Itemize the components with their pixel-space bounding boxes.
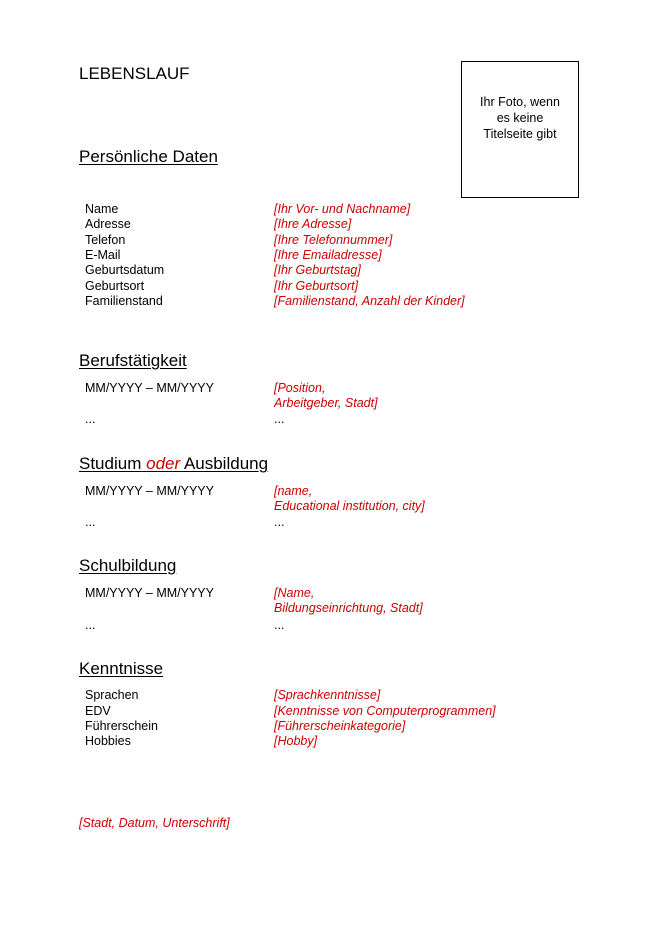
education-value-line2: Educational institution, city]	[274, 499, 425, 513]
education-heading-part1: Studium	[79, 454, 142, 473]
school-value-line1: [Name,	[274, 586, 315, 600]
career-value-line1: [Position,	[274, 381, 326, 395]
section-heading-school: Schulbildung	[79, 556, 177, 575]
skills-label-hobbies: Hobbies	[85, 734, 131, 748]
personal-label-marital-status: Familienstand	[85, 294, 163, 308]
personal-value-address: [Ihre Adresse]	[274, 217, 352, 231]
personal-value-marital-status: [Familienstand, Anzahl der Kinder]	[274, 294, 465, 308]
education-value-line1: [name,	[274, 484, 313, 498]
personal-value-birthplace: [Ihr Geburtsort]	[274, 279, 359, 293]
skills-value-languages: [Sprachkenntnisse]	[274, 688, 381, 702]
section-heading-personal: Persönliche Daten	[79, 147, 218, 166]
personal-label-address: Adresse	[85, 217, 131, 231]
career-ellipsis-right: ...	[274, 412, 285, 426]
photo-placeholder-text: Ihr Foto, wenn es keine Titelseite gibt	[480, 95, 560, 141]
section-heading-career: Berufstätigkeit	[79, 351, 187, 370]
education-ellipsis-right: ...	[274, 515, 285, 529]
photo-placeholder	[461, 61, 579, 198]
personal-value-name: [Ihr Vor- und Nachname]	[274, 202, 411, 216]
personal-label-birthdate: Geburtsdatum	[85, 263, 165, 277]
career-ellipsis-left: ...	[85, 412, 96, 426]
personal-value-phone: [Ihre Telefonnummer]	[274, 233, 393, 247]
career-value-line2: Arbeitgeber, Stadt]	[274, 396, 378, 410]
skills-label-license: Führerschein	[85, 719, 158, 733]
career-date-range: MM/YYYY – MM/YYYY	[85, 381, 214, 395]
personal-value-birthdate: [Ihr Geburtstag]	[274, 263, 361, 277]
document-title: LEBENSLAUF	[79, 64, 190, 83]
education-heading-or: oder	[146, 454, 181, 473]
skills-value-license: [Führerscheinkategorie]	[274, 719, 406, 733]
skills-value-it: [Kenntnisse von Computerprogrammen]	[274, 704, 496, 718]
skills-value-hobbies: [Hobby]	[274, 734, 318, 748]
education-ellipsis-left: ...	[85, 515, 96, 529]
school-value-line2: Bildungseinrichtung, Stadt]	[274, 601, 423, 615]
personal-label-phone: Telefon	[85, 233, 126, 247]
section-heading-skills: Kenntnisse	[79, 659, 164, 678]
skills-label-it: EDV	[85, 704, 111, 718]
education-heading-part2: Ausbildung	[183, 454, 269, 473]
skills-label-languages: Sprachen	[85, 688, 139, 702]
personal-label-name: Name	[85, 202, 119, 216]
personal-label-birthplace: Geburtsort	[85, 279, 145, 293]
signature-placeholder: [Stadt, Datum, Unterschrift]	[79, 816, 230, 830]
school-ellipsis-left: ...	[85, 618, 96, 632]
personal-label-email: E-Mail	[85, 248, 121, 262]
personal-value-email: [Ihre Emailadresse]	[274, 248, 382, 262]
school-ellipsis-right: ...	[274, 618, 285, 632]
education-date-range: MM/YYYY – MM/YYYY	[85, 484, 214, 498]
school-date-range: MM/YYYY – MM/YYYY	[85, 586, 214, 600]
section-heading-education	[79, 454, 268, 474]
